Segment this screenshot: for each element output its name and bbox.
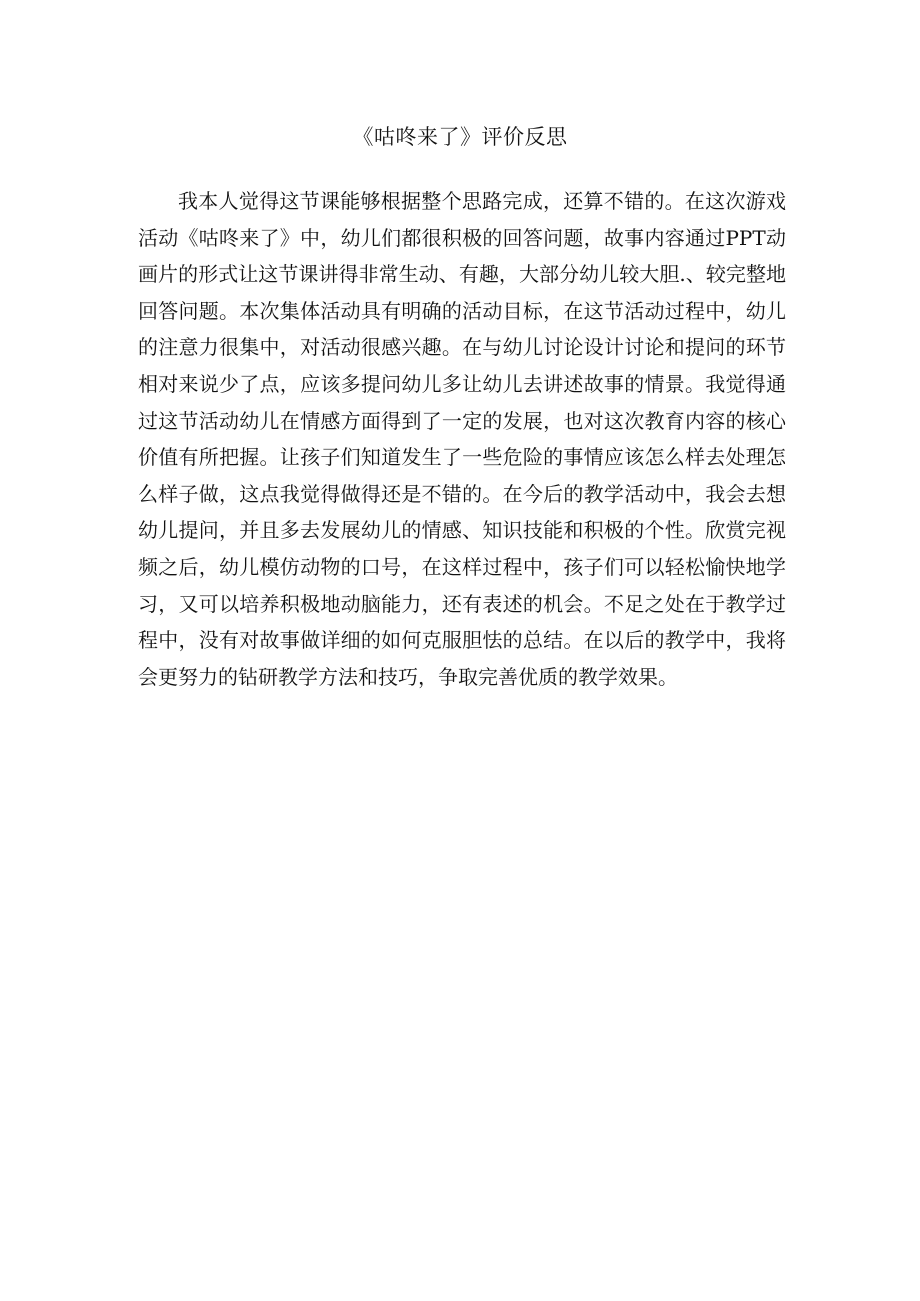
document-paragraph: 我本人觉得这节课能够根据整个思路完成，还算不错的。在这次游戏活动《咕咚来了》中，幼儿们都很积极的回答问题，故事内容通过PPT动画片的形式让这节课讲得非常生动、有趣，大部分幼儿较大胆.、较完整地回答问题。本次集体活动具有明确的活动目标，在这节活动过程中，幼儿的注意力很集中，对活动很感兴趣。在与幼儿讨论设计讨论和提问的环节相对来说少了点，应该多提问幼儿多让幼儿去讲述故事的情景。我觉得通过这节活动幼儿在情感方面得到了一定的发展，也对这次教育内容的核心价值有所把握。让孩子们知道发生了一些危险的事情应该怎么样去处理怎么样子做，这点我觉得做得还是不错的。在今后的教学活动中，我会去想幼儿提问，并且多去发展幼儿的情感、知识技能和积极的个性。欣赏完视频之后，幼儿模仿动物的口号，在这样过程中，孩子们可以轻松愉快地学习，又可以培养积极地动脑能力，还有表述的机会。不足之处在于教学过程中，没有对故事做详细的如何克服胆怯的总结。在以后的教学中，我将会更努力的钻研教学方法和技巧，争取完善优质的教学效果。 [138,189,786,689]
document-title: 《咕咚来了》评价反思 [352,125,568,149]
